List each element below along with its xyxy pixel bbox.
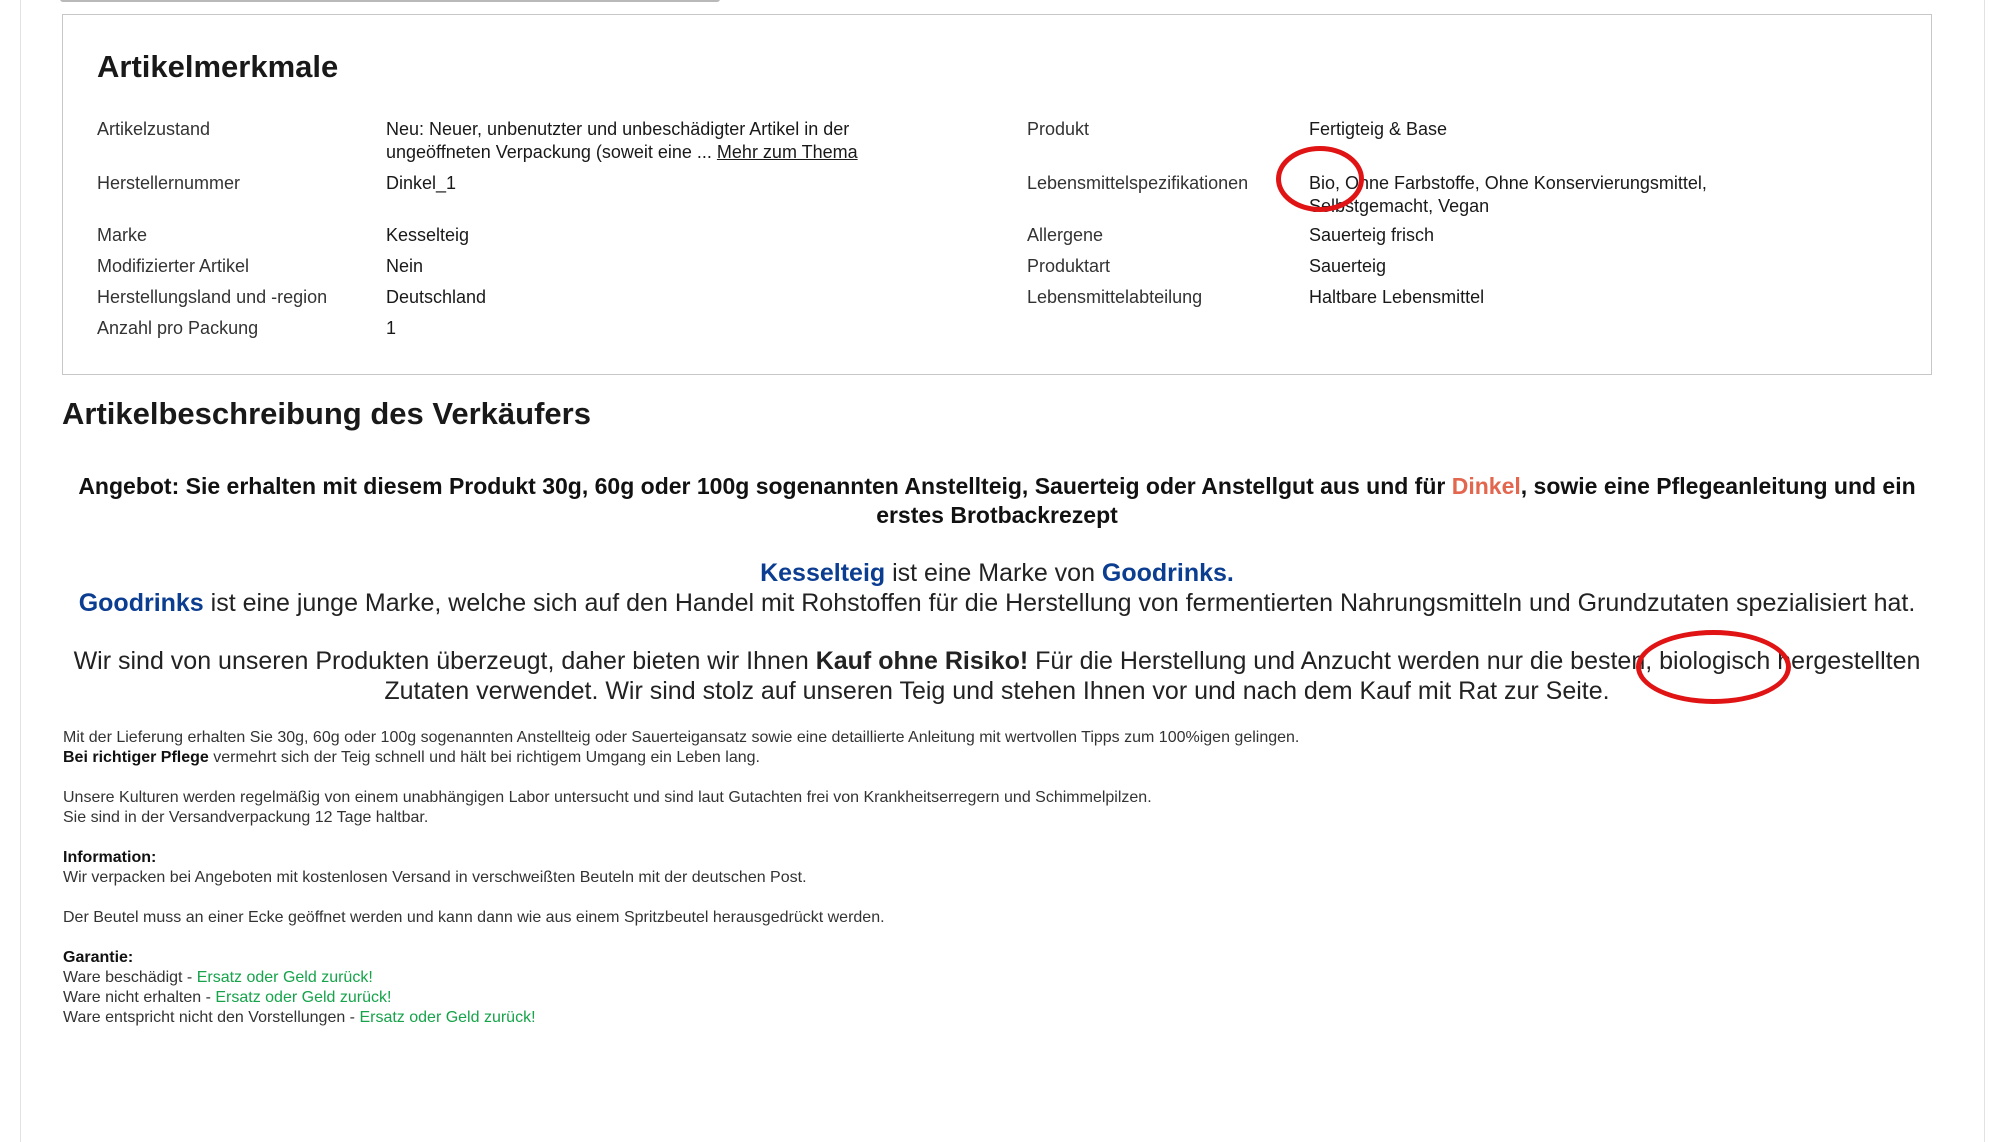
brand-line-2 <box>62 588 1932 618</box>
brand-name-goodrinks: Goodrinks <box>78 589 204 617</box>
care-text <box>63 748 760 768</box>
information-title <box>63 848 156 868</box>
spec-label-modified: Modifizierter Artikel <box>97 256 250 276</box>
guarantee-row <box>63 1008 536 1028</box>
delivery-text: Mit der Lieferung erhalten Sie 30g, 60g oder 100g sogenannten Anstellteig oder Sauerteigansatz sowie eine detaillierte Anleitung mit wertvollen Tipps zum 100%igen gelingen. <box>63 729 1300 746</box>
spec-value-country: Deutschland <box>386 287 487 307</box>
spec-label-product: Produkt <box>1027 119 1090 139</box>
guarantee-row-text: Ware beschädigt - <box>63 969 197 986</box>
care-rest: vermehrt sich der Teig schnell und hält bei richtigem Umgang ein Leben lang. <box>208 749 760 766</box>
brand-name-kesselteig: Kesselteig <box>760 559 886 587</box>
offer-text-part1: Angebot: Sie erhalten mit diesem Produkt 30g, 60g oder 100g sogenannten Anstellteig, Sauerteig oder Anstellgut aus und für <box>78 473 1452 499</box>
spec-label-brand: Marke <box>97 225 148 245</box>
spec-value-food-specs-line2: Selbstgemacht, Vegan <box>1309 196 1490 216</box>
cut-off-text <box>60 0 720 4</box>
spec-label-units-per-pack: Anzahl pro Packung <box>97 318 259 338</box>
offer-text <box>62 472 1932 530</box>
spec-label-mpn: Herstellernummer <box>97 173 241 193</box>
brand-line-1-middle: ist eine Marke von <box>885 559 1102 587</box>
spec-label-condition: Artikelzustand <box>97 119 211 139</box>
spec-value-food-specs <box>1309 172 1707 218</box>
spec-value-condition <box>386 118 858 164</box>
item-specifics-panel <box>62 14 1932 375</box>
information-text: Wir verpacken bei Angeboten mit kostenlosen Versand in verschweißten Beuteln mit der deutschen Post. <box>63 869 807 886</box>
promise-bold: Kauf ohne Risiko! <box>815 647 1029 675</box>
guarantee-row <box>63 968 373 988</box>
guarantee-row-text: Ware nicht erhalten - <box>63 989 216 1006</box>
promise-text-part1: Wir sind von unseren Produkten überzeugt, daher bieten wir Ihnen <box>73 647 816 675</box>
spec-value-allergens: Sauerteig frisch <box>1309 225 1435 245</box>
guarantee-row-text: Ware entspricht nicht den Vorstellungen - <box>63 1009 360 1026</box>
guarantee-link[interactable]: Ersatz oder Geld zurück! <box>359 1009 536 1026</box>
spec-label-allergens: Allergene <box>1027 225 1104 245</box>
spec-value-condition-line2: ungeöffneten Verpackung (soweit eine ... <box>386 142 712 162</box>
spec-label-country: Herstellungsland und -region <box>97 287 328 307</box>
page-divider-left <box>20 0 21 1142</box>
spec-label-product-type: Produktart <box>1027 256 1111 276</box>
spec-value-mpn: Dinkel_1 <box>386 173 457 193</box>
spec-value-condition-line1: Neu: Neuer, unbenutzter und unbeschädigter Artikel in der <box>386 119 850 139</box>
promise-text <box>62 646 1932 706</box>
promise-text-part2: Für die Herstellung und Anzucht werden nur die besten, biologisch hergestellten Zutaten verwendet. Wir sind stolz auf unseren Teig und stehen Ihnen vor und nach dem Kauf mit Rat zur Seite. <box>384 647 1921 705</box>
spec-value-product-type: Sauerteig <box>1309 256 1387 276</box>
brand-line-2-rest: ist eine junge Marke, welche sich auf den Handel mit Rohstoffen für die Herstellung von fermentierten Nahrungsmitteln und Grundzutaten spezialisiert hat. <box>203 589 1916 617</box>
brand-owner-goodrinks: Goodrinks. <box>1101 559 1234 587</box>
shelf-life-text: Sie sind in der Versandverpackung 12 Tage haltbar. <box>63 809 429 826</box>
guarantee-link[interactable]: Ersatz oder Geld zurück! <box>196 969 373 986</box>
bag-text: Der Beutel muss an einer Ecke geöffnet werden und kann dann wie aus einem Spritzbeutel herausgedrückt werden. <box>63 909 885 926</box>
spec-value-food-department: Haltbare Lebensmittel <box>1309 287 1485 307</box>
guarantee-link[interactable]: Ersatz oder Geld zurück! <box>215 989 392 1006</box>
item-specifics-title: Artikelmerkmale <box>97 49 339 84</box>
information-title-text: Information: <box>63 849 157 866</box>
spec-value-brand: Kesselteig <box>386 225 470 245</box>
spec-value-food-specs-line1: Bio, Ohne Farbstoffe, Ohne Konservierungsmittel, <box>1309 173 1707 193</box>
spec-value-product: Fertigteig & Base <box>1309 119 1448 139</box>
guarantee-title-text: Garantie: <box>63 949 134 966</box>
more-info-link[interactable]: Mehr zum Thema <box>716 142 858 162</box>
brand-line-1 <box>62 558 1932 588</box>
spec-label-food-specs: Lebensmittelspezifikationen <box>1027 173 1249 193</box>
seller-description-title: Artikelbeschreibung des Verkäufers <box>62 396 591 431</box>
offer-text-part2: , sowie eine Pflegeanleitung und ein erstes Brotbackrezept <box>876 473 1916 528</box>
guarantee-title <box>63 948 133 968</box>
spec-value-units-per-pack: 1 <box>386 318 397 338</box>
guarantee-row <box>63 988 391 1008</box>
spec-label-food-department: Lebensmittelabteilung <box>1027 287 1203 307</box>
spec-value-modified: Nein <box>386 256 424 276</box>
page-divider-right <box>1984 0 1985 1142</box>
care-bold: Bei richtiger Pflege <box>63 749 209 766</box>
lab-text: Unsere Kulturen werden regelmäßig von einem unabhängigen Labor untersucht und sind laut Gutachten frei von Krankheitserregern und Schimmelpilzen. <box>63 789 1152 806</box>
offer-accent-word: Dinkel <box>1451 473 1521 499</box>
